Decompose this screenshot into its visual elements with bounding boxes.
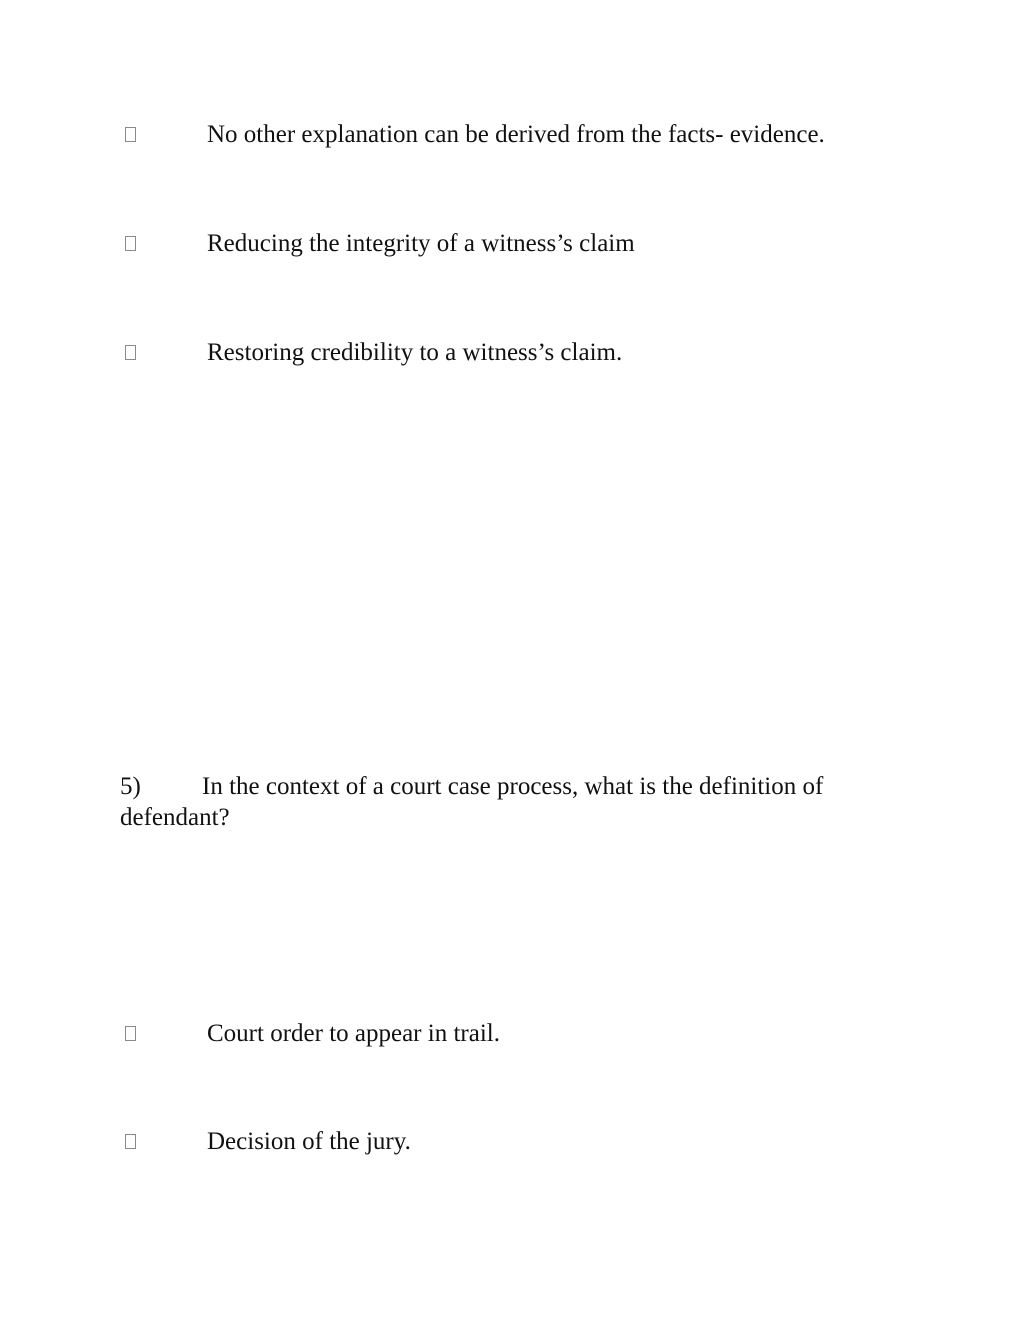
checkbox[interactable]: [125, 236, 136, 251]
question: [120, 771, 900, 833]
option-row[interactable]: [0, 229, 1024, 263]
option-label: Restoring credibility to a witness’s claim.: [207, 339, 623, 366]
option-label: No other explanation can be derived from the facts- evidence.: [207, 121, 825, 148]
question-text: In the context of a court case process, what is the definition of defendant?: [120, 773, 824, 831]
checkbox[interactable]: [125, 127, 136, 142]
option-label: Court order to appear in trail.: [207, 1020, 500, 1047]
checkbox[interactable]: [125, 1134, 136, 1149]
checkbox[interactable]: [125, 1026, 136, 1041]
checkbox[interactable]: [125, 345, 136, 360]
option-row[interactable]: [0, 1127, 1024, 1161]
option-row[interactable]: [0, 120, 1024, 154]
option-row[interactable]: [0, 338, 1024, 372]
option-label: Decision of the jury.: [207, 1128, 411, 1155]
option-label: Reducing the integrity of a witness’s claim: [207, 230, 635, 257]
question-number: 5): [120, 773, 141, 800]
option-row[interactable]: [0, 1019, 1024, 1053]
